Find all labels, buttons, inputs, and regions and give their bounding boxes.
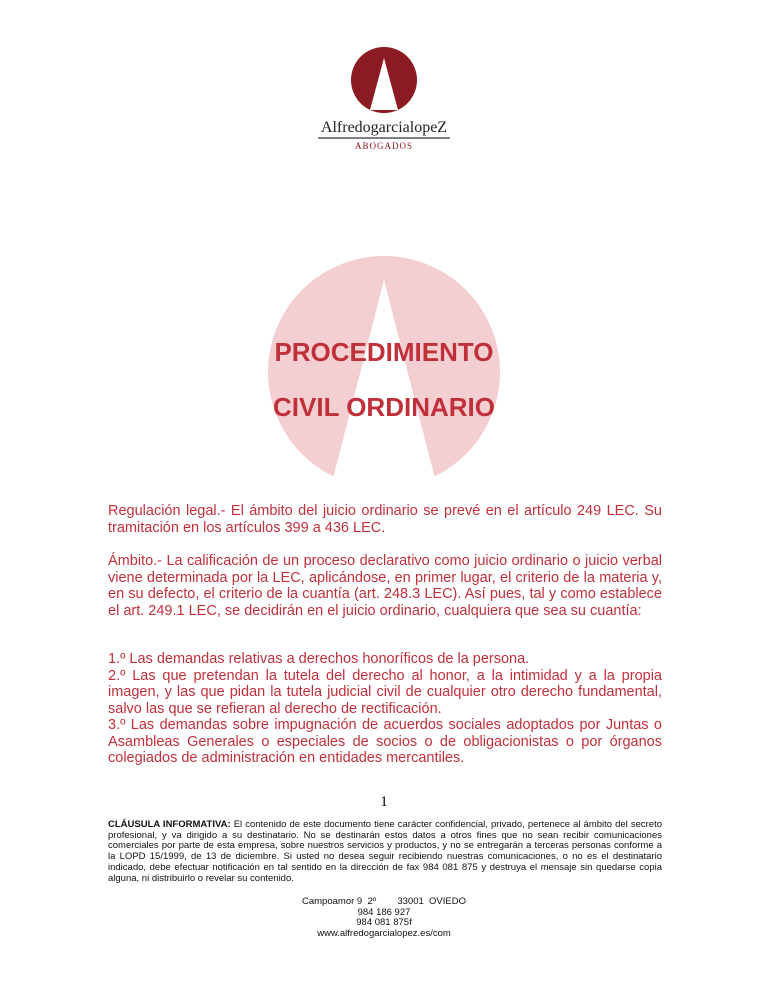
firm-logo (300, 40, 468, 160)
address-street: Campoamor 9 2º 33001 OVIEDO (302, 896, 466, 907)
watermark-logo (200, 250, 568, 510)
logo-subtitle: ABOGADOS (354, 141, 414, 151)
clause-label: CLÁUSULA INFORMATIVA: (108, 819, 231, 830)
matters-list (108, 651, 662, 767)
paragraph-ambito: Ámbito.- La calificación de un proceso declarativo como juicio ordinario o juicio verbal viene determinada por la LEC, aplicándose, en primer lugar, el criterio de la materia y, en su defecto, el criterio de la cuantía (art. 248.3 LEC). Así pues, tal y como establece el art. 249.1 LEC, se decidirán en el juicio ordinario, cualquiera que sea su cuantía: (108, 553, 662, 619)
document-title-line1: PROCEDIMIENTO (274, 337, 494, 367)
address-fax: 984 081 875f (356, 917, 412, 928)
list-item: 1.º Las demandas relativas a derechos honoríficos de la persona. (108, 651, 530, 667)
address-web[interactable]: www.alfredogarcialopez.es/com (317, 927, 451, 939)
clause-text: El contenido de este documento tiene carácter confidencial, privado, pertenece al ámbito del secreto profesional, y va dirigido a su destinatario. No se destinarán estos datos a otros fines que no sean recibir comunicaciones comerciales por parte de esta empresa, sobre nuestros servicios y productos, y no se entregarán a terceras personas conforme a la LOPD 15/1999, de 13 de diciembre. Si usted no desea seguir recibiendo nuestras comunicaciones, o no es el destinatario indicado, debe efectuar notificación en tal sentido en la dirección de fax 984 081 875 y destruya el mensaje sin quedarse copia alguna, ni distribuirlo o revelar su contenido. (108, 819, 662, 884)
page-number: 1 (380, 794, 388, 810)
list-item: 2.º Las que pretendan la tutela del derecho al honor, a la intimidad y a la propia imagen, y las que pidan la tutela judicial civil de cualquier otro derecho fundamental, salvo las que se refieran al derecho de rectificación. (108, 667, 662, 717)
logo-name: AlfredogarcialopeZ (320, 119, 448, 136)
footer-address (0, 897, 768, 939)
confidentiality-clause (108, 820, 662, 884)
paragraph-regulacion: Regulación legal.- El ámbito del juicio ordinario se prevé en el artículo 249 LEC. Su tramitación en los artículos 399 a 436 LEC. (108, 503, 662, 536)
document-title-line2: CIVIL ORDINARIO (273, 392, 495, 422)
list-item: 3.º Las demandas sobre impugnación de acuerdos sociales adoptados por Juntas o Asambleas Generales o especiales de socios o de obligacionistas o por órganos colegiados de administración en entidades mercantiles. (108, 717, 662, 766)
address-phone: 984 186 927 (357, 906, 411, 918)
